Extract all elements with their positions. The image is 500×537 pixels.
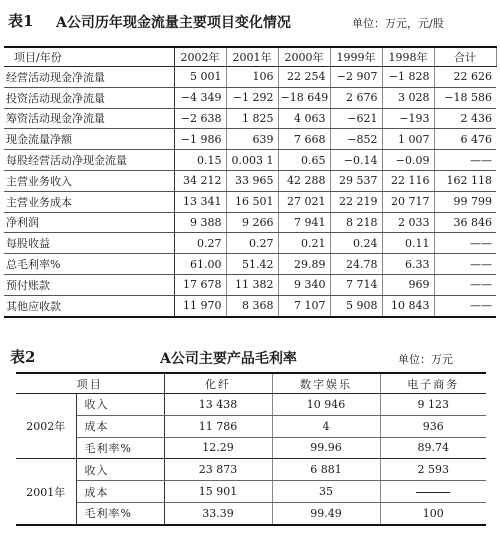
table-row xyxy=(4,191,496,212)
table-cell: 7 714 xyxy=(330,274,382,295)
table-cell: 7 941 xyxy=(278,212,330,233)
table1-year-header: 2000年 xyxy=(278,47,330,67)
table-cell: 4 xyxy=(272,415,380,437)
table-cell: 35 xyxy=(272,481,380,503)
row-label: 预付账款 xyxy=(4,274,174,295)
table-cell xyxy=(380,481,486,503)
table-cell: 33 965 xyxy=(226,170,278,191)
table-cell: 11 786 xyxy=(164,415,272,437)
table1-header-label: 项目/年份 xyxy=(4,47,174,67)
year-label: 2001年 xyxy=(16,459,76,525)
table-cell: —— xyxy=(434,150,496,171)
table-cell: 27 021 xyxy=(278,191,330,212)
table-cell: 0.003 1 xyxy=(226,150,278,171)
row-label: 每股收益 xyxy=(4,233,174,254)
row-label: 投资活动现金净流量 xyxy=(4,87,174,108)
table1 xyxy=(4,46,497,318)
table-cell: 13 341 xyxy=(174,191,226,212)
table-cell: 2 436 xyxy=(434,108,496,129)
table-cell: 99.96 xyxy=(272,437,380,459)
table-cell: 0.24 xyxy=(330,233,382,254)
year-label: 2002年 xyxy=(16,394,76,459)
table-cell: 2 033 xyxy=(382,212,434,233)
table-cell: 0.21 xyxy=(278,233,330,254)
table1-year-header: 1998年 xyxy=(382,47,434,67)
table-cell: 10 946 xyxy=(272,394,380,416)
table-cell: 9 123 xyxy=(380,394,486,416)
table2-unit: 单位：万元 xyxy=(398,353,453,366)
table-cell: 6 476 xyxy=(434,129,496,150)
table-cell: −1 292 xyxy=(226,87,278,108)
table-cell: 20 717 xyxy=(382,191,434,212)
table1-year-header: 2002年 xyxy=(174,47,226,67)
table-cell: 29 537 xyxy=(330,170,382,191)
table2-header-product: 数字娱乐 xyxy=(272,373,380,394)
row-label: 其他应收款 xyxy=(4,295,174,316)
table-cell: 6.33 xyxy=(382,254,434,275)
table-cell: 9 388 xyxy=(174,212,226,233)
table-cell: 8 218 xyxy=(330,212,382,233)
table-cell: −2 907 xyxy=(330,67,382,88)
table-cell: 0.65 xyxy=(278,150,330,171)
row-label: 筹资活动现金净流量 xyxy=(4,108,174,129)
table-cell: 24.78 xyxy=(330,254,382,275)
table-cell: 15 901 xyxy=(164,481,272,503)
table-cell: −621 xyxy=(330,108,382,129)
table-row xyxy=(4,233,496,254)
table-cell: 5 001 xyxy=(174,67,226,88)
table-cell: 0.11 xyxy=(382,233,434,254)
table-cell: 0.15 xyxy=(174,150,226,171)
table-cell: 89.74 xyxy=(380,437,486,459)
table-cell: 0.27 xyxy=(174,233,226,254)
table-cell: —— xyxy=(434,233,496,254)
empty-dash xyxy=(416,492,450,493)
table-row xyxy=(4,129,496,150)
table2-caption-label: 表2 xyxy=(10,348,36,366)
table-cell: 23 873 xyxy=(164,459,272,481)
row-label: 总毛利率% xyxy=(4,254,174,275)
table1-caption-label: 表1 xyxy=(8,12,34,30)
table-cell: 22 219 xyxy=(330,191,382,212)
table-cell: 10 843 xyxy=(382,295,434,316)
table-row xyxy=(4,170,496,191)
table-cell: −18 586 xyxy=(434,87,496,108)
row-label: 主营业务成本 xyxy=(4,191,174,212)
table-row xyxy=(16,394,486,416)
table-cell: 42 288 xyxy=(278,170,330,191)
table1-year-header: 1999年 xyxy=(330,47,382,67)
table-row xyxy=(16,437,486,459)
row-label: 每股经营活动净现金流量 xyxy=(4,150,174,171)
table-row xyxy=(4,274,496,295)
item-label: 收入 xyxy=(76,394,164,416)
table-cell: 4 063 xyxy=(278,108,330,129)
table-cell: 22 254 xyxy=(278,67,330,88)
table-cell: −2 638 xyxy=(174,108,226,129)
table2-header-row xyxy=(16,373,486,394)
table-cell: 61.00 xyxy=(174,254,226,275)
table-cell: 106 xyxy=(226,67,278,88)
table1-unit: 单位：万元，元/股 xyxy=(352,17,444,30)
table1-caption-title: A公司历年现金流量主要项目变化情况 xyxy=(56,15,291,31)
row-label: 净利润 xyxy=(4,212,174,233)
table-cell: −1 828 xyxy=(382,67,434,88)
table-cell: 3 028 xyxy=(382,87,434,108)
table-cell: −18 649 xyxy=(278,87,330,108)
table-cell: 33.39 xyxy=(164,502,272,524)
table-row xyxy=(4,87,496,108)
table-cell: 22 116 xyxy=(382,170,434,191)
item-label: 成本 xyxy=(76,415,164,437)
table-row xyxy=(4,108,496,129)
item-label: 毛利率% xyxy=(76,502,164,524)
table2-header-product: 化纤 xyxy=(164,373,272,394)
table1-header-row xyxy=(4,47,496,67)
table-cell: 5 908 xyxy=(330,295,382,316)
table-cell: —— xyxy=(470,299,492,313)
table-cell: 2 593 xyxy=(380,459,486,481)
table-row xyxy=(4,254,496,275)
table-row xyxy=(16,459,486,481)
table-cell: 2 676 xyxy=(330,87,382,108)
item-label: 毛利率% xyxy=(76,437,164,459)
table-row xyxy=(16,481,486,503)
row-label: 现金流量净额 xyxy=(4,129,174,150)
table-cell: —— xyxy=(434,254,496,275)
table-cell: −852 xyxy=(330,129,382,150)
table-cell: 0.27 xyxy=(226,233,278,254)
table-cell: 99.49 xyxy=(272,502,380,524)
table-cell: 13 438 xyxy=(164,394,272,416)
table-cell: 12.29 xyxy=(164,437,272,459)
table-cell: 17 678 xyxy=(174,274,226,295)
table-cell: 16 501 xyxy=(226,191,278,212)
table-cell: 29.89 xyxy=(278,254,330,275)
table2-header-product: 电子商务 xyxy=(380,373,486,394)
table-cell: 162 118 xyxy=(434,170,496,191)
table-cell: −0.09 xyxy=(382,150,434,171)
item-label: 成本 xyxy=(76,481,164,503)
table-cell: 9 266 xyxy=(226,212,278,233)
table-cell: 34 212 xyxy=(174,170,226,191)
table-cell: −193 xyxy=(382,108,434,129)
table2-caption-title: A公司主要产品毛利率 xyxy=(160,351,297,367)
table-cell: 8 368 xyxy=(226,295,278,316)
row-label: 经营活动现金净流量 xyxy=(4,67,174,88)
table-cell: 99 799 xyxy=(434,191,496,212)
table-cell: 51.42 xyxy=(226,254,278,275)
table-cell: 36 846 xyxy=(434,212,496,233)
table-row xyxy=(4,212,496,233)
row-label: 主营业务收入 xyxy=(4,170,174,191)
table-row xyxy=(4,295,496,316)
table-row xyxy=(4,150,496,171)
table2-header-item: 项目 xyxy=(16,373,164,394)
table-cell: 6 881 xyxy=(272,459,380,481)
table1-total-header: 合计 xyxy=(434,47,496,67)
table-cell: —— xyxy=(434,274,496,295)
table1-year-header: 2001年 xyxy=(226,47,278,67)
table-cell: 969 xyxy=(382,274,434,295)
table-row xyxy=(4,67,496,88)
table-cell: 936 xyxy=(380,415,486,437)
table-cell: 7 107 xyxy=(278,295,330,316)
table-cell: 7 668 xyxy=(278,129,330,150)
table-cell: 100 xyxy=(380,502,486,524)
table-cell: 1 825 xyxy=(226,108,278,129)
item-label: 收入 xyxy=(76,459,164,481)
table-cell: 22 626 xyxy=(434,67,496,88)
table-cell: 11 970 xyxy=(174,295,226,316)
table-cell: 639 xyxy=(226,129,278,150)
table-cell: −4 349 xyxy=(174,87,226,108)
table-cell: 1 007 xyxy=(382,129,434,150)
table-cell: −0.14 xyxy=(330,150,382,171)
table-cell: 11 382 xyxy=(226,274,278,295)
table-cell: 9 340 xyxy=(278,274,330,295)
table-row xyxy=(16,415,486,437)
table2 xyxy=(16,372,486,526)
table-row xyxy=(16,502,486,524)
table-cell: −1 986 xyxy=(174,129,226,150)
